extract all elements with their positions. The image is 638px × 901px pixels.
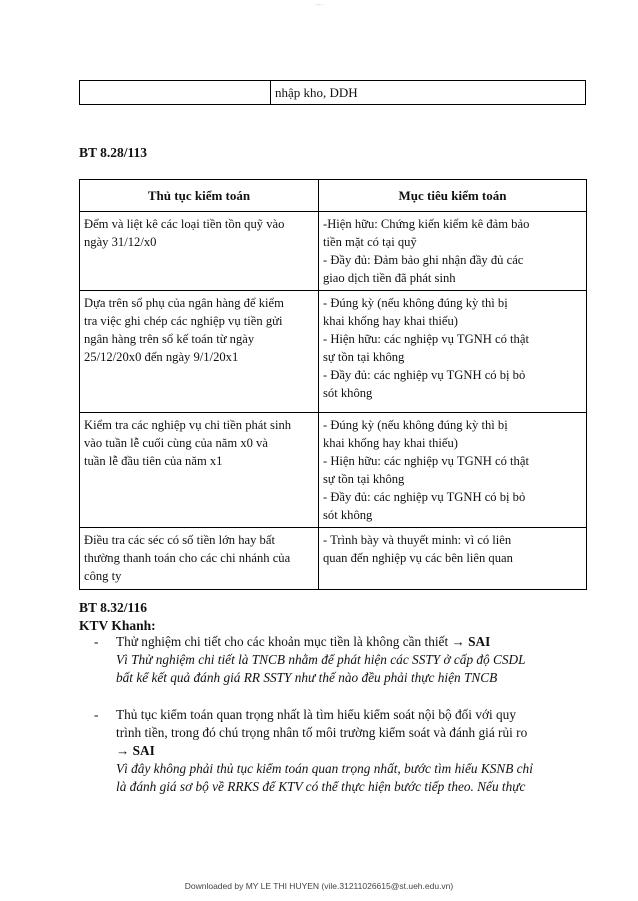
bullet-explanation-line: bất kể kết quả đánh giá RR SSTY như thế nào đều phải thực hiện TNCB [116, 670, 498, 685]
cell-line: - Hiện hữu: các nghiệp vụ TGNH có thật [323, 332, 529, 346]
bullet-verdict [116, 742, 586, 760]
bullet-explanation-line: là đánh giá sơ bộ về RRKS để KTV có thể thực hiện bước tiếp theo. Nếu thực [116, 779, 526, 794]
cell-line: giao dịch tiền đã phát sinh [323, 271, 456, 285]
section-subtitle: KTV Khanh: [79, 618, 156, 633]
arrow-icon: → [451, 634, 465, 649]
statement-text: Thử nghiệm chi tiết cho các khoản mục tiền là không cần thiết [116, 634, 449, 649]
download-footer: Downloaded by MY LE THI HUYEN (vile.31211026615@st.ueh.edu.vn) [184, 881, 454, 891]
objective-cell [319, 212, 587, 291]
section-title-bt-8-32: BT 8.32/116 [79, 600, 148, 615]
cell-line: Điều tra các séc có số tiền lớn hay bất [84, 533, 275, 547]
section-title-bt-8-28: BT 8.28/113 [79, 145, 148, 160]
cell-line: tra việc ghi chép các nghiệp vụ tiền gửi [84, 314, 283, 328]
cell-line: công ty [84, 569, 122, 583]
arrow-icon: → [116, 743, 130, 758]
table-row [80, 212, 587, 291]
table-row [80, 528, 587, 590]
cell-line: khai khống hay khai thiếu) [323, 436, 459, 450]
audit-procedures-table [79, 179, 587, 590]
objective-cell [319, 413, 587, 528]
bullet-statement [116, 633, 586, 651]
cell-line: ngân hàng trên sổ kế toán từ ngày [84, 332, 255, 346]
cell-line: Dựa trên sổ phụ của ngân hàng để kiểm [84, 296, 284, 310]
cell-line: - Đầy đủ: Đảm bảo ghi nhận đầy đủ các [323, 253, 524, 267]
page-top-mark: --- [315, 0, 323, 9]
bullet-explanation-line: Vì đây không phải thủ tục kiểm toán quan trọng nhất, bước tìm hiểu KSNB chỉ [116, 761, 533, 776]
cell-line: Đếm và liệt kê các loại tiền tồn quỹ vào [84, 217, 285, 231]
cell-line: sự tồn tại không [323, 472, 405, 486]
verdict-label: SAI [132, 743, 155, 758]
bullet-explanation-line: Vì Thử nghiệm chi tiết là TNCB nhằm để phát hiện các SSTY ở cấp độ CSDL [116, 652, 526, 667]
cell-line: tuần lễ đầu tiên của năm x1 [84, 454, 223, 468]
procedure-cell [80, 528, 319, 590]
bullet-item [94, 706, 586, 796]
header-objective: Mục tiêu kiểm toán [319, 180, 587, 212]
cell-line: thường thanh toán cho các chi nhánh của [84, 551, 291, 565]
bullet-item [94, 633, 586, 687]
cell-line: tiền mặt có tại quỹ [323, 235, 417, 249]
bullet-dash: - [94, 707, 99, 722]
table-cell-right: nhập kho, DDH [271, 81, 586, 105]
table-row [80, 81, 586, 105]
cell-line: sót không [323, 386, 373, 400]
cell-line: - Trình bày và thuyết minh: vì có liên [323, 533, 512, 547]
cell-line: vào tuần lễ cuối cùng của năm x0 và [84, 436, 268, 450]
header-procedure: Thủ tục kiểm toán [80, 180, 319, 212]
procedure-cell [80, 413, 319, 528]
cell-line: sót không [323, 508, 373, 522]
bullet-statement-line: trình tiền, trong đó chú trọng nhân tố môi trường kiểm soát và đánh giá rủi ro [116, 725, 528, 740]
cell-line: - Hiện hữu: các nghiệp vụ TGNH có thật [323, 454, 529, 468]
verdict-label: SAI [468, 634, 491, 649]
objective-cell [319, 528, 587, 590]
procedure-cell [80, 291, 319, 413]
table-header-row [80, 180, 587, 212]
bullet-statement-line: Thủ tục kiểm toán quan trọng nhất là tìm hiểu kiểm soát nội bộ đối với quy [116, 707, 516, 722]
bullet-dash: - [94, 634, 99, 649]
cell-line: - Đúng kỳ (nếu không đúng kỳ thì bị [323, 296, 508, 310]
cell-line: - Đầy đủ: các nghiệp vụ TGNH có bị bỏ [323, 368, 526, 382]
cell-line: quan đến nghiệp vụ các bên liên quan [323, 551, 513, 565]
table-cell-left [80, 81, 271, 105]
procedure-cell [80, 212, 319, 291]
cell-line: sự tồn tại không [323, 350, 405, 364]
objective-cell [319, 291, 587, 413]
cell-line: - Đầy đủ: các nghiệp vụ TGNH có bị bỏ [323, 490, 526, 504]
continued-table [79, 80, 586, 105]
cell-line: - Đúng kỳ (nếu không đúng kỳ thì bị [323, 418, 508, 432]
cell-line: 25/12/20x0 đến ngày 9/1/20x1 [84, 350, 239, 364]
table-row [80, 413, 587, 528]
cell-line: -Hiện hữu: Chứng kiến kiểm kê đảm bảo [323, 217, 530, 231]
cell-line: ngày 31/12/x0 [84, 235, 157, 249]
cell-line: khai khống hay khai thiếu) [323, 314, 459, 328]
table-row [80, 291, 587, 413]
cell-line: Kiểm tra các nghiệp vụ chi tiền phát sinh [84, 418, 292, 432]
